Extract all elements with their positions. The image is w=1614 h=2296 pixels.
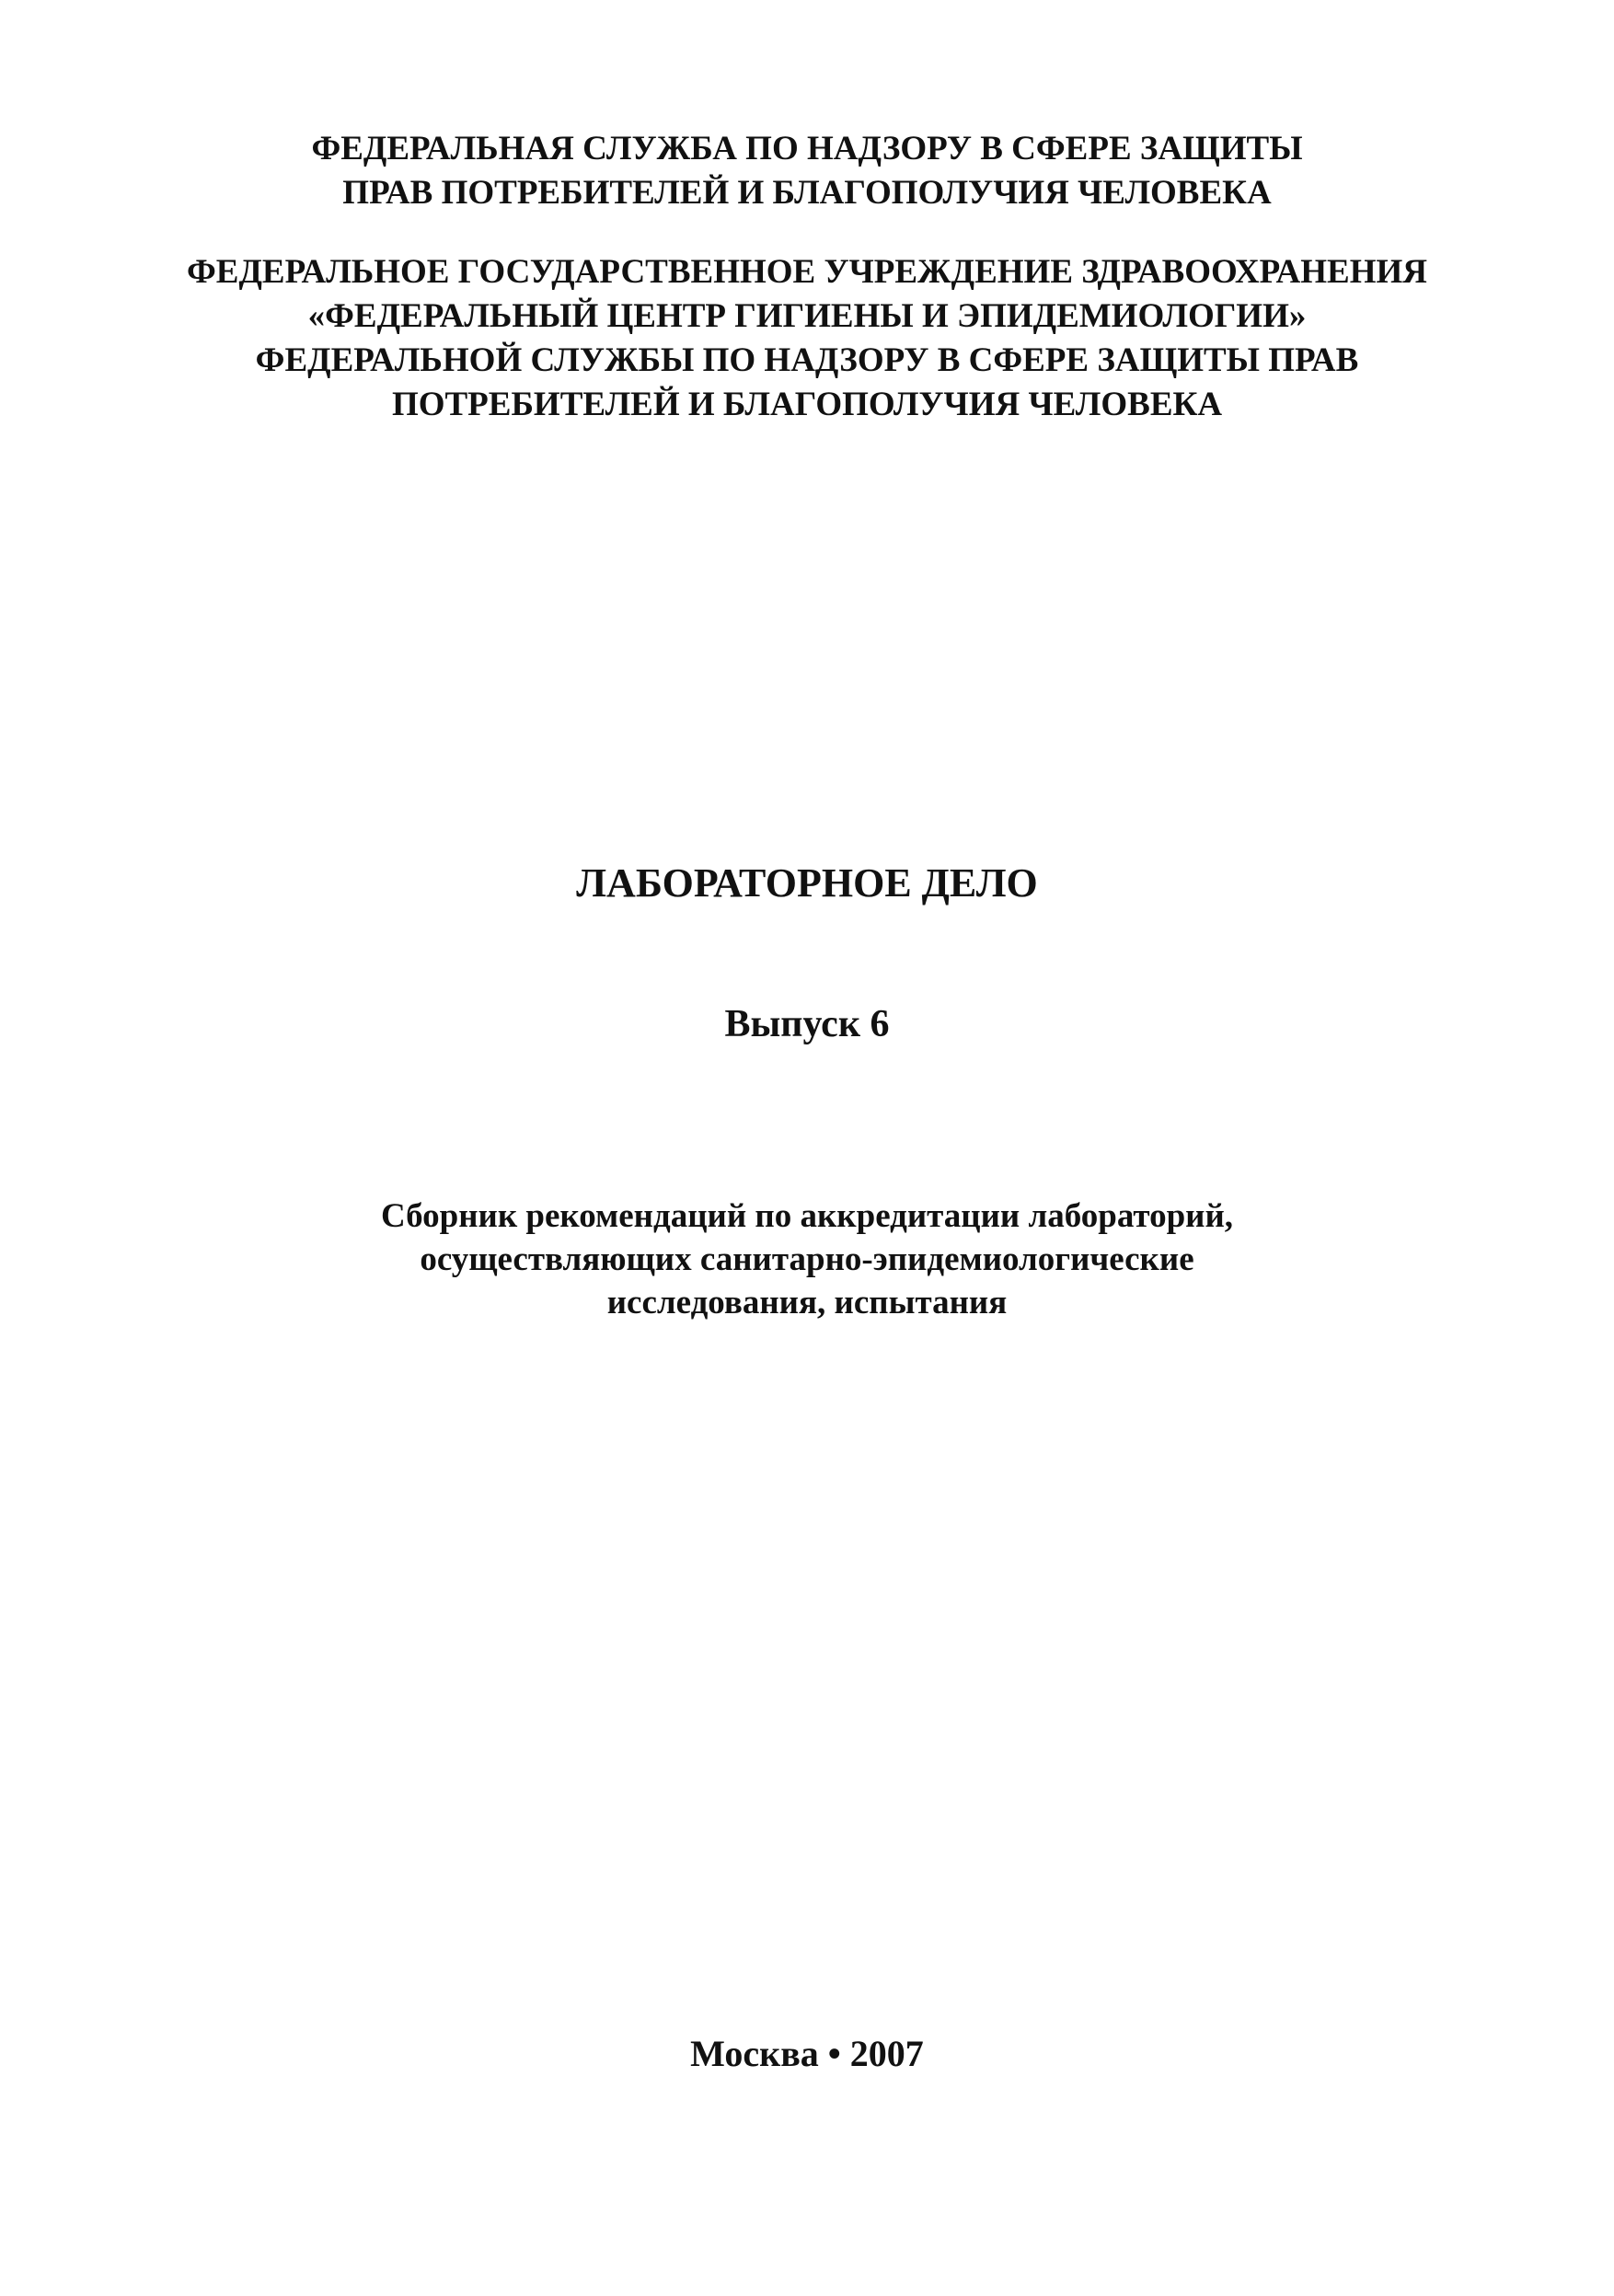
document-title: ЛАБОРАТОРНОЕ ДЕЛО bbox=[576, 860, 1038, 906]
subtitle-line-3: исследования, испытания bbox=[606, 1284, 1008, 1321]
institution-header-line-2: «ФЕДЕРАЛЬНЫЙ ЦЕНТР ГИГИЕНЫ И ЭПИДЕМИОЛОГИИ» bbox=[307, 297, 1307, 335]
subtitle-line-1: Сборник рекомендаций по аккредитации лабораторий, bbox=[380, 1197, 1234, 1235]
publication-imprint: Москва • 2007 bbox=[690, 2033, 924, 2074]
institution-header-line-3: ФЕДЕРАЛЬНОЙ СЛУЖБЫ ПО НАДЗОРУ В СФЕРЕ ЗАЩИТЫ ПРАВ bbox=[255, 341, 1359, 379]
agency-header bbox=[0, 127, 1614, 215]
institution-header bbox=[0, 250, 1614, 427]
agency-header-line-1: ФЕДЕРАЛЬНАЯ СЛУЖБА ПО НАДЗОРУ В СФЕРЕ ЗАЩИТЫ bbox=[311, 130, 1303, 167]
document-subtitle bbox=[0, 1194, 1614, 1324]
issue-number: Выпуск 6 bbox=[724, 1003, 890, 1045]
institution-header-line-4: ПОТРЕБИТЕЛЕЙ И БЛАГОПОЛУЧИЯ ЧЕЛОВЕКА bbox=[391, 386, 1223, 423]
subtitle-line-2: осуществляющих санитарно-эпидемиологические bbox=[420, 1240, 1194, 1278]
agency-header-line-2: ПРАВ ПОТРЕБИТЕЛЕЙ И БЛАГОПОЛУЧИЯ ЧЕЛОВЕКА bbox=[342, 174, 1272, 212]
institution-header-line-1: ФЕДЕРАЛЬНОЕ ГОСУДАРСТВЕННОЕ УЧРЕЖДЕНИЕ ЗДРАВООХРАНЕНИЯ bbox=[187, 253, 1427, 291]
